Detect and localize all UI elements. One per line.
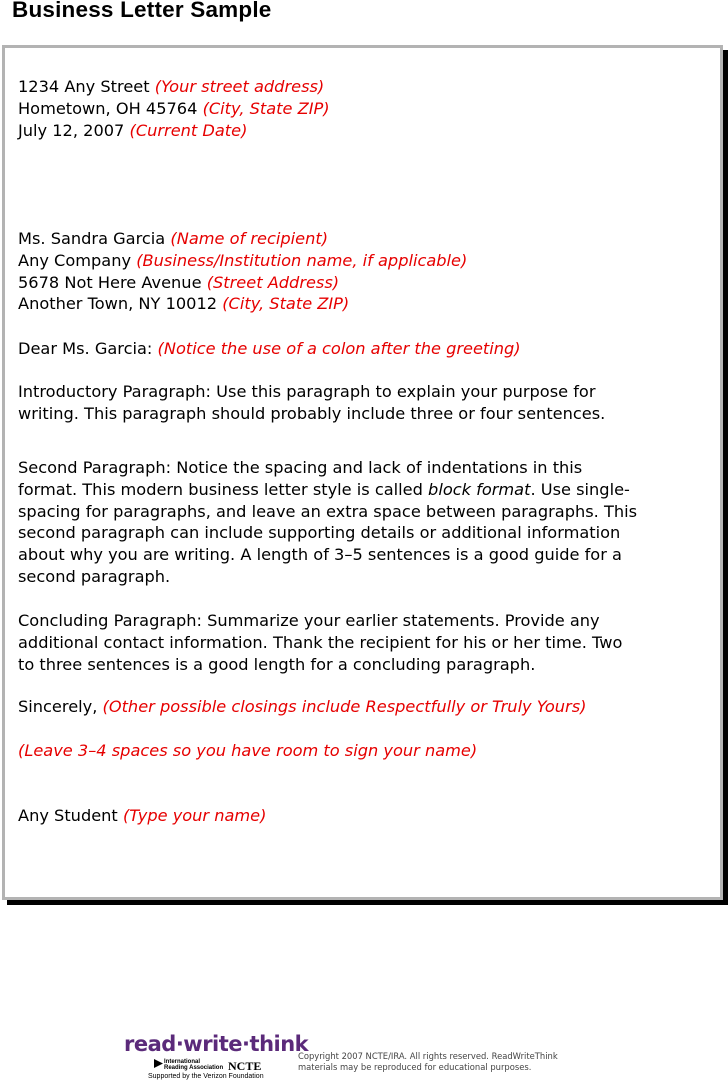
readwritethink-logo [124,1032,308,1056]
recipient-city: Another Town, NY 10012 [18,294,218,314]
second-line: second paragraph can include supporting details or additional information [18,523,621,543]
closing-note: (Other possible closings include Respectfully or Truly Yours) [102,697,587,716]
recipient-city-line [18,293,718,315]
closing-text: Sincerely, [18,697,98,716]
signature-note: (Type your name) [122,806,267,825]
signature-block [18,805,718,827]
second-line [18,479,718,501]
page-title: Business Letter Sample [12,0,272,22]
logo-think: think [249,1032,309,1056]
logo-dot: · [175,1032,184,1056]
concluding-line: additional contact information. Thank the recipient for his or her time. Two [18,632,623,652]
recipient-name-note: (Name of recipient) [170,229,329,248]
ncte-logo: NCTE [228,1059,262,1073]
greeting-line [18,338,718,360]
concluding-line: Concluding Paragraph: Summarize your earlier statements. Provide any [18,611,600,630]
sender-block [18,76,718,141]
sender-city: Hometown, OH 45764 [18,98,198,118]
recipient-street-line [18,272,718,294]
sender-street-line [18,76,718,98]
ira-logo-text: International Reading Association [164,1059,224,1071]
recipient-company-note: (Business/Institution name, if applicable) [136,250,468,270]
ira-arrow-icon [154,1059,163,1068]
block-format-term: block format [428,479,531,499]
second-line: spacing for paragraphs, and leave an extra space between paragraphs. This [18,501,638,521]
sender-city-note: (City, State ZIP) [202,98,330,118]
copyright-line: Copyright 2007 NCTE/IRA. All rights reserved. ReadWriteThink [298,1051,558,1061]
recipient-name-line [18,228,718,250]
second-line: about why you are writing. A length of 3–5 sentences is a good guide for a [18,545,622,565]
sender-date-line [18,120,718,142]
closing-block [18,696,718,718]
copyright-line: materials may be reproduced for educational purposes. [298,1062,532,1072]
recipient-street-note: (Street Address) [206,272,340,292]
second-line: second paragraph. [18,566,171,586]
second-paragraph [18,457,718,588]
recipient-name: Ms. Sandra Garcia [18,229,166,248]
sender-street: 1234 Any Street [18,77,150,96]
closing-line [18,696,718,718]
second-line: Second Paragraph: Notice the spacing and lack of indentations in this [18,458,583,477]
logo-write: write [183,1032,243,1056]
footer [124,1032,594,1082]
signature-space-note: (Leave 3–4 spaces so you have room to sign your name) [18,741,478,760]
intro-paragraph [18,381,718,425]
recipient-block [18,228,718,315]
second-line2-after: . Use single- [530,479,630,499]
recipient-city-note: (City, State ZIP) [222,294,350,314]
sender-date: July 12, 2007 [18,120,125,140]
second-line2-before: format. This modern business letter style is called [18,479,429,499]
sender-date-note: (Current Date) [129,120,248,140]
verizon-support-text: Supported by the Verizon Foundation [148,1073,264,1080]
greeting-text: Dear Ms. Garcia: [18,339,153,358]
recipient-street: 5678 Not Here Avenue [18,272,202,292]
signature-line [18,805,718,827]
sender-city-line [18,98,718,120]
greeting-block [18,338,718,360]
intro-line: Introductory Paragraph: Use this paragraph to explain your purpose for [18,382,596,401]
logo-dot: · [242,1032,250,1056]
recipient-company: Any Company [18,250,132,270]
recipient-company-line [18,250,718,272]
sender-street-note: (Your street address) [154,77,325,96]
signature-name: Any Student [18,806,118,825]
signature-space-block [18,740,718,762]
concluding-paragraph [18,610,718,675]
copyright-notice [298,1051,598,1073]
concluding-line: to three sentences is a good length for a concluding paragraph. [18,654,536,674]
greeting-note: (Notice the use of a colon after the greeting) [157,339,521,358]
logo-read: read [124,1032,176,1056]
intro-line: writing. This paragraph should probably include three or four sentences. [18,403,606,423]
